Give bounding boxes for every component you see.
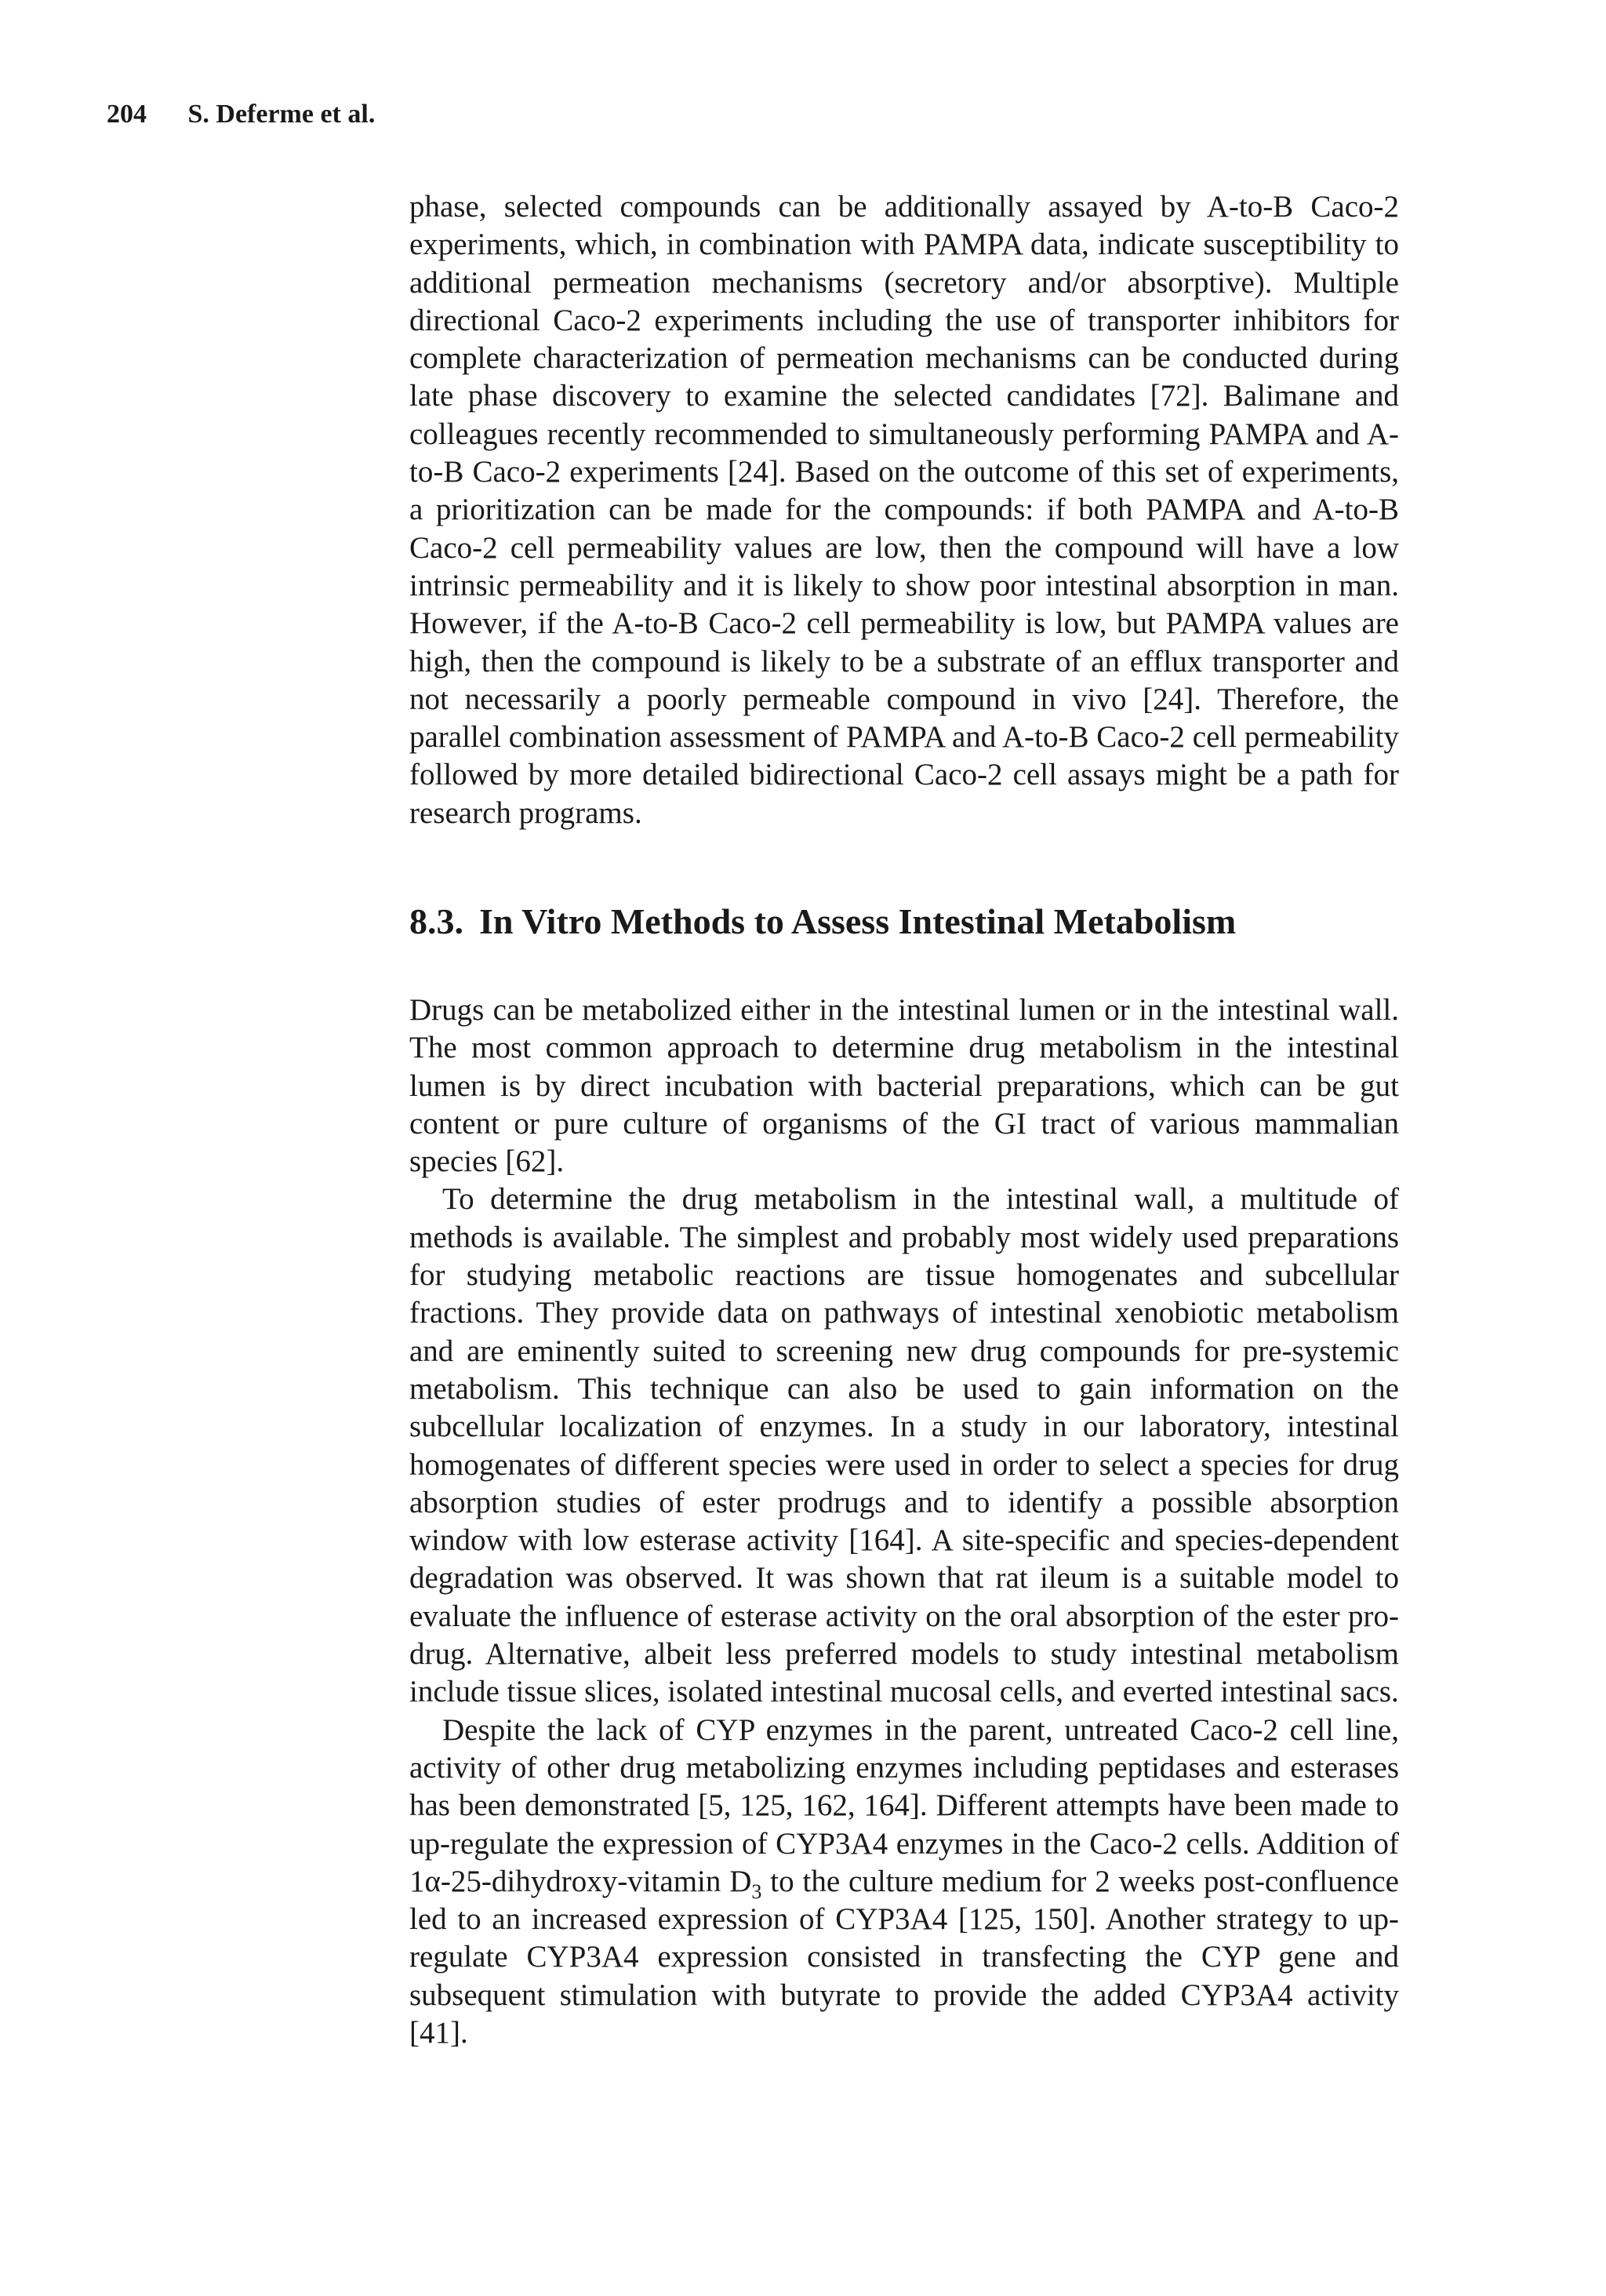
vitamin-subscript: 3 bbox=[751, 1879, 762, 1903]
section-number: 8.3. bbox=[409, 901, 463, 941]
body-paragraph bbox=[409, 1712, 1399, 2053]
continued-text-block bbox=[409, 188, 1399, 832]
running-head bbox=[107, 99, 375, 130]
page-number: 204 bbox=[107, 100, 147, 129]
section-title: In Vitro Methods to Assess Intestinal Metabolism bbox=[479, 901, 1237, 941]
body-paragraph: phase, selected compounds can be additionally assayed by A-to-B Caco-2 experiments, which, in combination with PAMPA data, indicate susceptibility to additional permeation mechanisms (secretory and/or absorptive). Multiple directional Caco-2 experiments including the use of transporter inhibitors for complete characterization of permeation mechanisms can be conducted during late phase discovery to examine the selected candidates [72]. Balimane and colleagues recently recommended to simultaneously performing PAMPA and A-to-B Caco-2 experiments [24]. Based on the outcome of this set of experiments, a prioritization can be made for the compounds: if both PAMPA and A-to-B Caco-2 cell permeability values are low, then the compound will have a low intrinsic permeability and it is likely to show poor intestinal absorption in man. However, if the A-to-B Caco-2 cell permeability is low, but PAMPA values are high, then the compound is likely to be a substrate of an efflux transporter and not necessarily a poorly permeable compound in vivo [24]. Therefore, the parallel combination assessment of PAMPA and A-to-B Caco-2 cell permeability followed by more detailed bidirectional Caco-2 cell assays might be a path for research programs. bbox=[409, 190, 1399, 830]
section-heading bbox=[409, 900, 1236, 944]
paragraph-text-part: Despite the lack of CYP enzymes in the parent, untreated Caco-2 cell line, activity of other drug metabolizing enzymes including peptidases and esterases has been demonstrated [5, 125, 162, 164]. Different attempts have been made to up-regulate the expression of CYP3A4 enzymes in the Caco-2 cells. Addition of 1α-25-dihydroxy-vitamin D bbox=[409, 1712, 1399, 1898]
section-body bbox=[409, 992, 1399, 2052]
paragraph-text-part: to the culture medium for 2 weeks post-confluence led to an increased expression of CYP3A4 [125, 150]. Another strategy to up-regulate CYP3A4 expression consisted in transfecting the CYP gene and subsequent stimulation with butyrate to provide the added CYP3A4 activity [41]. bbox=[409, 1864, 1399, 2050]
body-paragraph: Drugs can be metabolized either in the intestinal lumen or in the intestinal wall. The most common approach to determine drug metabolism in the intestinal lumen is by direct incubation with bacterial preparations, which can be gut content or pure culture of organisms of the GI tract of various mammalian species [62]. bbox=[409, 993, 1399, 1179]
body-paragraph: To determine the drug metabolism in the intestinal wall, a multitude of methods is available. The simplest and probably most widely used preparations for studying metabolic reactions are tissue homogenates and subcellular fractions. They provide data on pathways of intestinal xenobiotic metabolism and are eminently suited to screening new drug compounds for pre-systemic metabolism. This technique can also be used to gain information on the subcellular localization of enzymes. In a study in our laboratory, intestinal homogenates of different species were used in order to select a species for drug absorption studies of ester prodrugs and to identify a possible absorption window with low esterase activity [164]. A site-specific and species-dependent degradation was observed. It was shown that rat ileum is a suitable model to evaluate the influence of esterase activity on the oral absorption of the ester prodrug. Alternative, albeit less preferred models to study intestinal metabolism include tissue slices, isolated intestinal mucosal cells, and everted intestinal sacs. bbox=[409, 1182, 1399, 1709]
running-head-authors: S. Deferme et al. bbox=[187, 100, 376, 129]
